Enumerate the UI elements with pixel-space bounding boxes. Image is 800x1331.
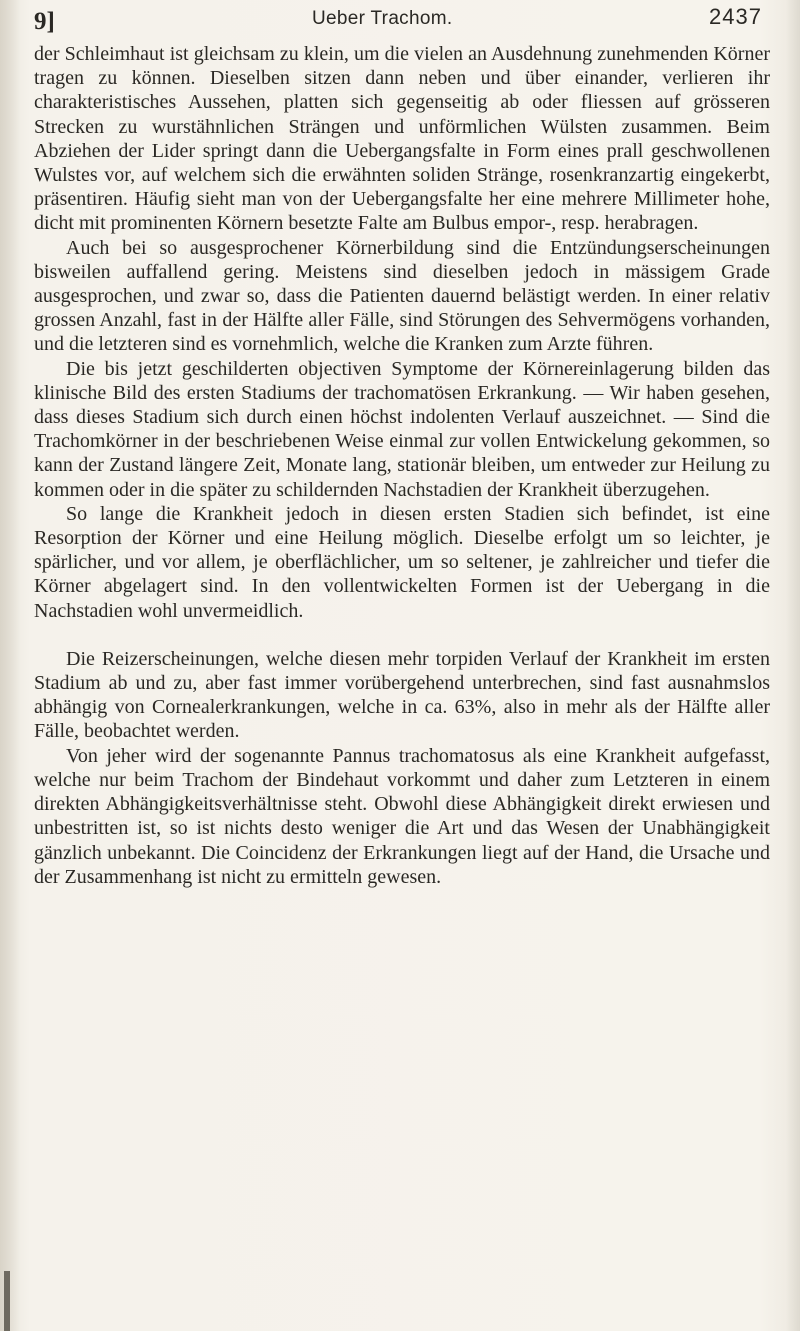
page-number: 2437 bbox=[709, 4, 762, 29]
page-edge-shadow bbox=[786, 0, 800, 1331]
running-title: Ueber Trachom. bbox=[312, 8, 453, 29]
page-gutter-shadow bbox=[0, 0, 20, 1331]
section-number: 9] bbox=[34, 8, 55, 35]
paragraph-continuation: der Schleimhaut ist gleichsam zu klein, um die vielen an Ausdehnung zunehmenden Körner tragen zu können. Dieselben sitzen dann neben und über einander, verlieren ihr charakteristisches Aussehen, platten sich gegenseitig ab oder fliessen auf grösseren Strecken zu wurstähnlichen Strängen und unförmlichen Wülsten zusammen. Beim Abziehen der Lider springt dann die Uebergangsfalte in Form eines prall geschwollenen Wulstes vor, auf welchem sich die erwähnten soliden Stränge, rosenkranzartig eingekerbt, präsentiren. Häufig sieht man von der Uebergangsfalte her eine mehrere Millimeter hohe, dicht mit prominenten Körnern besetzte Falte am Bulbus empor-, resp. herabragen. bbox=[34, 43, 770, 235]
paragraph: Die bis jetzt geschilderten objectiven Symptome der Körnereinlagerung bilden das klinische Bild des ersten Stadiums der trachomatösen Erkrankung. — Wir haben gesehen, dass dieses Stadium sich durch einen höchst indolenten Verlauf auszeichnet. — Sind die Trachomkörner in der beschriebenen Weise einmal zur vollen Entwickelung gekommen, so kann der Zustand längere Zeit, Monate lang, stationär bleiben, um entweder zur Heilung zu kommen oder in die später zu schildernden Nachstadien der Krankheit überzugehen. bbox=[34, 357, 770, 501]
paragraph: Von jeher wird der sogenannte Pannus trachomatosus als eine Krankheit aufgefasst, welche nur beim Trachom der Bindehaut vorkommt und daher zum Letzteren in einem direkten Abhängigkeitsverhältnisse steht. Obwohl diese Abhängigkeit direkt erwiesen und unbestritten ist, so ist nichts desto weniger die Art und das Wesen der Unabhängigkeit gänzlich unbekannt. Die Coincidenz der Erkrankungen liegt auf der Hand, die Ursache und der Zusammenhang ist nicht zu ermitteln gewesen. bbox=[34, 744, 770, 888]
running-header bbox=[34, 4, 762, 36]
body-text bbox=[34, 42, 770, 889]
binding-mark bbox=[4, 1271, 10, 1331]
paragraph: Die Reizerscheinungen, welche diesen mehr torpiden Verlauf der Krankheit im ersten Stadium ab und zu, aber fast immer vorübergehend unterbrechen, sind fast ausnahmslos abhängig von Cornealerkrankungen, welche in ca. 63%, also in mehr als der Hälfte aller Fälle, beobachtet werden. bbox=[34, 647, 770, 743]
paragraph: So lange die Krankheit jedoch in diesen ersten Stadien sich befindet, ist eine Resorption der Körner und eine Heilung möglich. Dieselbe erfolgt um so leichter, je spärlicher, und vor allem, je oberflächlicher, um so seltener, je zahlreicher und tiefer die Körner abgelagert sind. In den vollentwickelten Formen ist der Uebergang in die Nachstadien wohl unvermeidlich. bbox=[34, 502, 770, 622]
paragraph: Auch bei so ausgesprochener Körnerbildung sind die Entzündungserscheinungen bisweilen auffallend gering. Meistens sind dieselben jedoch in mässigem Grade ausgesprochen, und zwar so, dass die Patienten dauernd belästigt werden. In einer relativ grossen Anzahl, fast in der Hälfte aller Fälle, sind Störungen des Sehvermögens vorhanden, und die letzteren sind es vornehmlich, welche die Kranken zum Arzte führen. bbox=[34, 236, 770, 356]
